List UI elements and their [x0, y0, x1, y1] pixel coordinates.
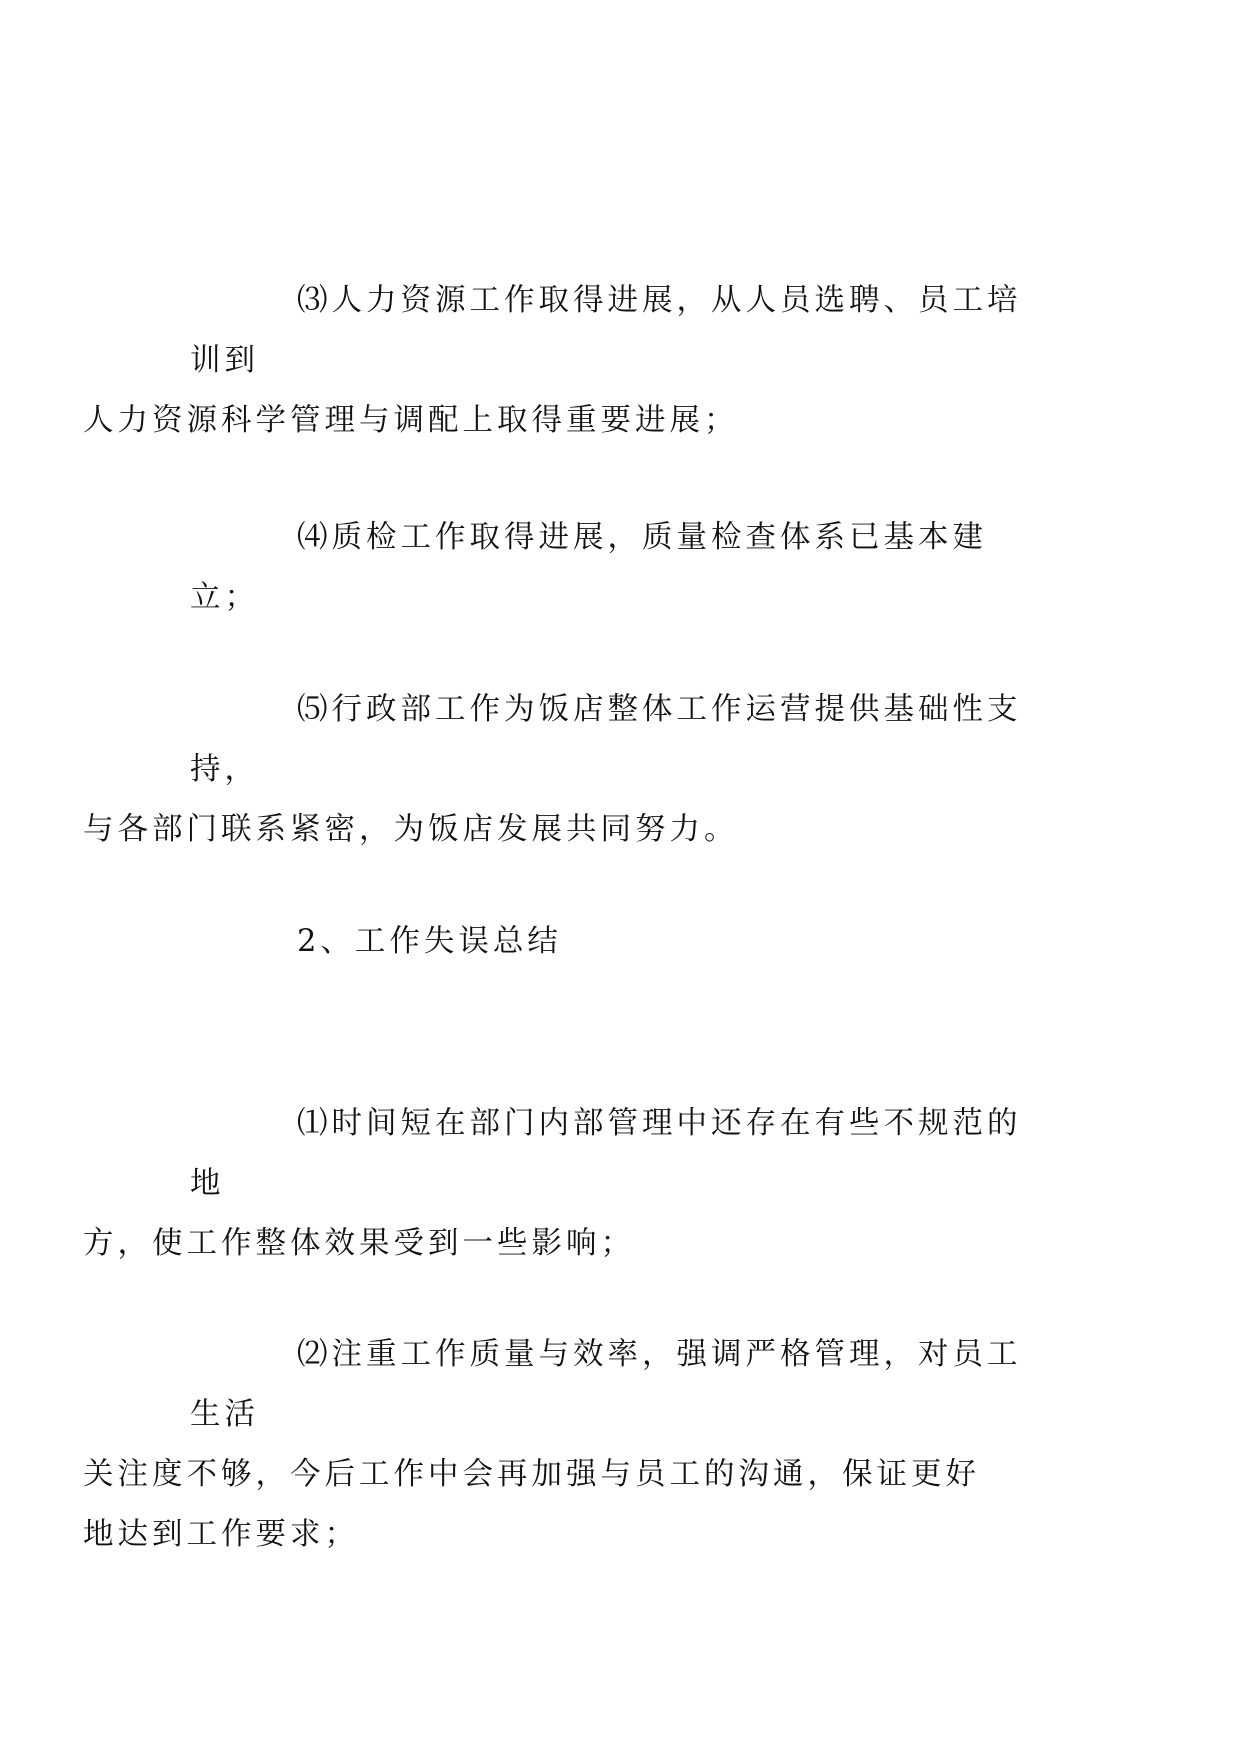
- paragraph-line: ⑷质检工作取得进展，质量检查体系已基本建立；: [190, 520, 987, 615]
- paragraph-qc-progress: [190, 508, 1050, 628]
- paragraph-line: ⑴时间短在部门内部管理中还存在有些不规范的地: [190, 1106, 1022, 1201]
- paragraph-hr-progress: [83, 271, 1050, 451]
- paragraph-line: 与各部门联系紧密，为饭店发展共同努力。: [83, 812, 739, 847]
- section-heading-work-mistakes: [190, 912, 1050, 972]
- heading-line: 2、工作失误总结: [297, 924, 562, 959]
- paragraph-employee-care: [83, 1325, 1050, 1565]
- paragraph-line: ⑵注重工作质量与效率，强调严格管理，对员工生活: [190, 1337, 1022, 1432]
- paragraph-line: ⑶人力资源工作取得进展，从人员选聘、员工培训到: [190, 283, 1022, 378]
- paragraph-admin-support: [83, 680, 1050, 860]
- paragraph-line: 方，使工作整体效果受到一些影响；: [83, 1226, 635, 1261]
- paragraph-line: ⑸行政部工作为饭店整体工作运营提供基础性支持，: [190, 692, 1022, 787]
- paragraph-line: 关注度不够，今后工作中会再加强与员工的沟通，保证更好: [83, 1457, 980, 1492]
- paragraph-line: 地达到工作要求；: [83, 1517, 359, 1552]
- paragraph-management-issue: [83, 1094, 1050, 1274]
- paragraph-line: 人力资源科学管理与调配上取得重要进展；: [83, 403, 739, 438]
